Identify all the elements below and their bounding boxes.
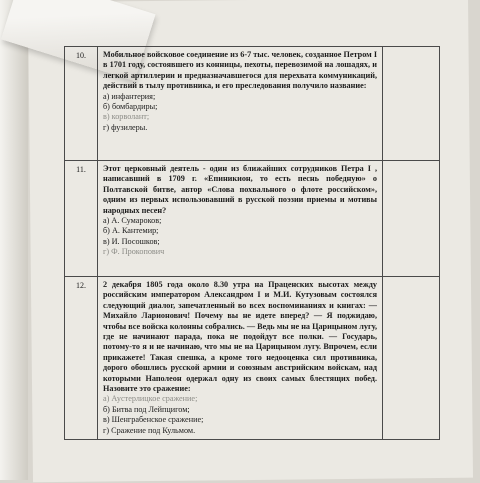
answer-option: г) Ф. Прокопович [103,247,165,257]
question-cell [98,47,383,161]
question-number: 10. [65,47,98,161]
answer-option: а) А. Сумароков; [103,216,162,226]
answer-option: в) Шенграбенское сражение; [103,415,204,425]
answer-option: в) корволант; [103,112,150,122]
answer-option: б) А. Кантемир; [103,226,159,236]
question-number: 11. [65,161,98,277]
empty-answer-cell [383,161,440,277]
question-number: 12. [65,277,98,440]
question-row [65,161,440,277]
answer-option: г) фузилеры. [103,122,148,132]
question-text: Этот церковный деятель - один из ближайших сотрудников Петра I , написавший в 1709 г. «Епиникион, то есть песнь победную» о Полтавской битве, автор «Слова похвального о флоте российском», одним из первых использовавший в русской поэзии приемы и мотивы народных песен? [103,164,377,215]
answer-option: б) бомбардиры; [103,102,158,112]
question-cell [98,277,383,440]
empty-answer-cell [383,47,440,161]
background-shadow [0,0,28,480]
answer-option: г) Сражение под Кульмом. [103,425,196,435]
question-text: Мобильное войсковое соединение из 6-7 тыс. человек, созданное Петром I в 1701 году, состоявшего из конницы, пехоты, перевозимой на лошадях, и легкой артиллерии и предназначавшегося для перехвата коммуникаций, действий в тылу противника, и его преследования получило название: [103,50,377,91]
question-row [65,47,440,161]
answer-option: в) И. Посошков; [103,236,160,246]
quiz-table [64,46,440,440]
answer-option: б) Битва под Лейпцигом; [103,404,190,414]
answer-option: а) инфантерия; [103,91,156,101]
empty-answer-cell [383,277,440,440]
question-row [65,277,440,440]
question-cell [98,161,383,277]
question-text: 2 декабря 1805 года около 8.30 утра на Праценских высотах между российским императором Александром I и М.И. Кутузовым состоялся следующий диалог, запечатленный во всех воспоминаниях и книгах: — Михайло Ларионович! Почему вы не идете вперед? — Я поджидаю, чтобы все войска колонны собрались. — Ведь мы не на Царицыном лугу, где не начинают парада, пока не подойдут все полки. — Государь, потому-то я и не начинаю, что мы не на Царицыном лугу. Впрочем, если прикажете! Такая спешка, а кроме того недооценка сил противника, дорого обошлись русской армии и союзным австрийским войскам, над которыми Наполеон одержал одну из своих самых блестящих побед. Назовите это сражение: [103,280,377,394]
answer-option: а) Аустерлицкое сражение; [103,394,198,404]
